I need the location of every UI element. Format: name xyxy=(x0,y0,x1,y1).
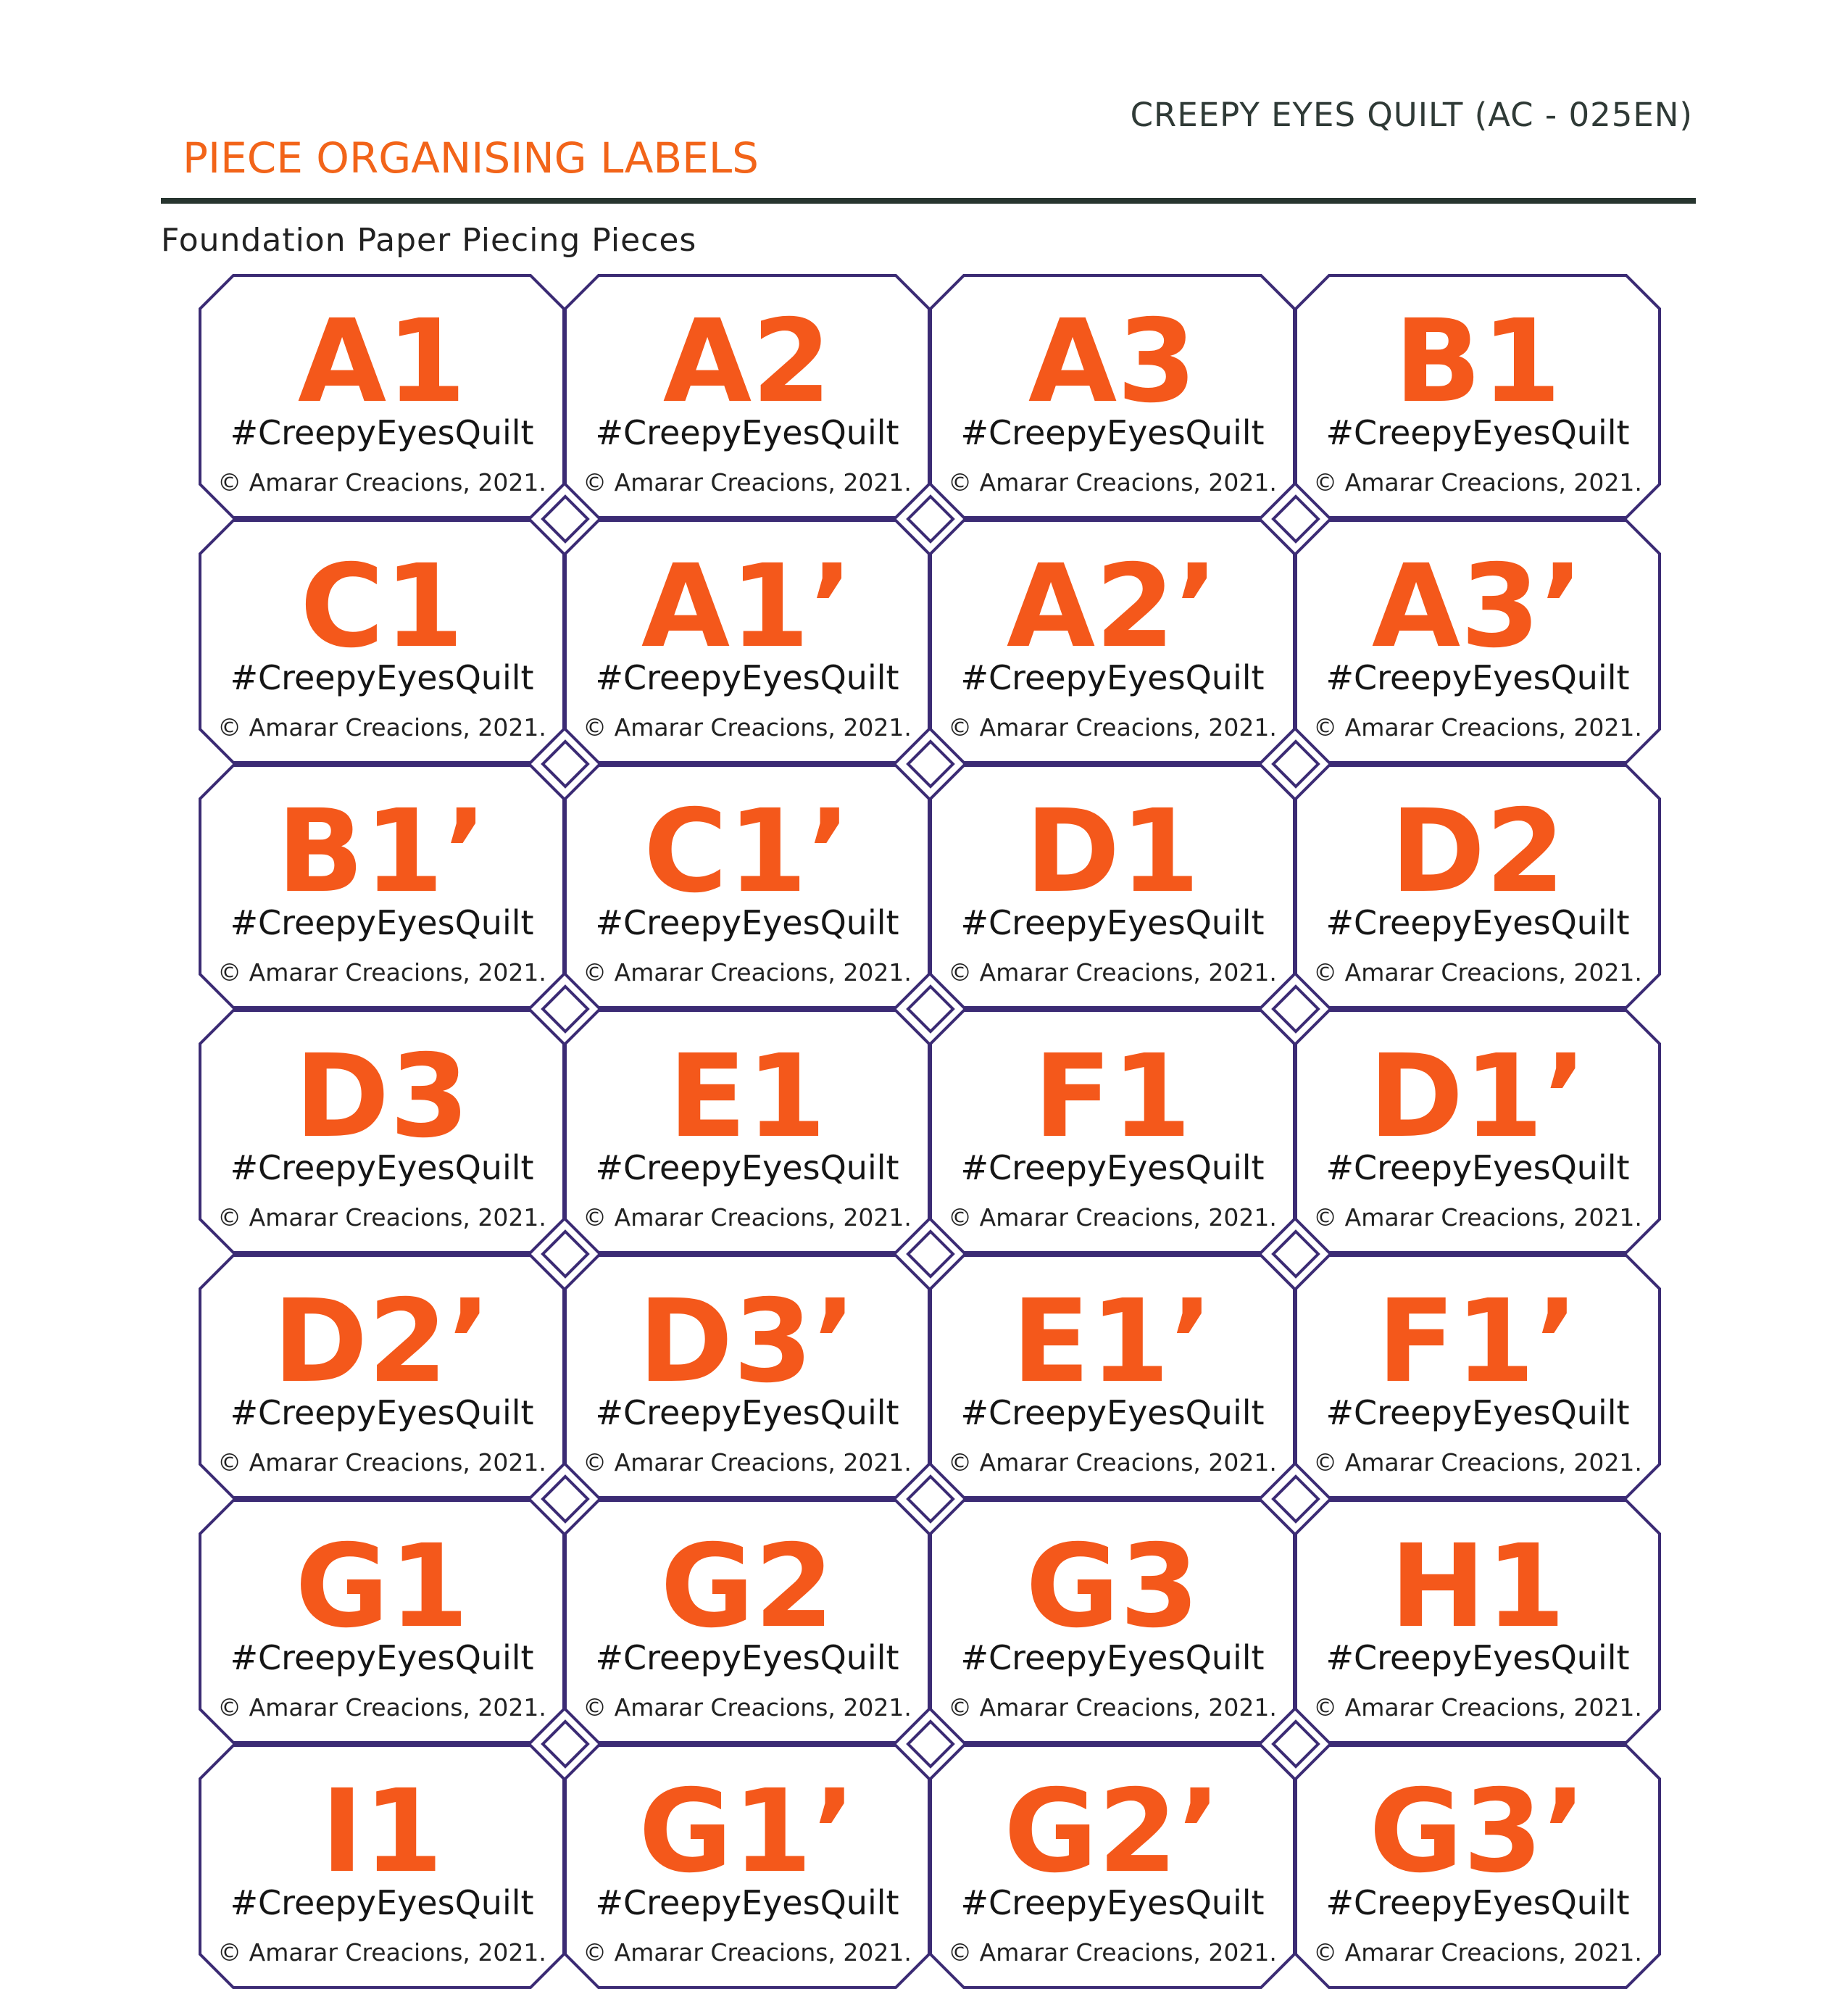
piece-code: A1’ xyxy=(641,540,854,673)
piece-label xyxy=(564,274,931,519)
copyright-notice: © Amarar Creacions, 2021. xyxy=(583,468,912,497)
copyright-notice: © Amarar Creacions, 2021. xyxy=(217,1938,546,1967)
corner-diamond xyxy=(1272,985,1320,1033)
copyright-notice: © Amarar Creacions, 2021. xyxy=(948,468,1277,497)
piece-label xyxy=(1294,764,1661,1009)
piece-label xyxy=(564,519,931,764)
piece-code: A2’ xyxy=(1006,540,1219,673)
piece-code: A1 xyxy=(297,295,467,428)
copyright-notice: © Amarar Creacions, 2021. xyxy=(948,958,1277,987)
quilt-hashtag: #CreepyEyesQuilt xyxy=(595,1148,899,1187)
quilt-hashtag: #CreepyEyesQuilt xyxy=(595,413,899,452)
piece-code: D2 xyxy=(1390,785,1565,918)
piece-code: G2’ xyxy=(1004,1765,1221,1898)
piece-label xyxy=(1294,1499,1661,1744)
piece-label xyxy=(929,1744,1296,1989)
corner-diamond xyxy=(541,1475,589,1523)
piece-label xyxy=(564,1499,931,1744)
piece-code: A3 xyxy=(1028,295,1197,428)
corner-diamond xyxy=(1272,1475,1320,1523)
copyright-notice: © Amarar Creacions, 2021. xyxy=(1313,1693,1642,1722)
piece-label xyxy=(929,519,1296,764)
piece-code: D3’ xyxy=(638,1275,857,1408)
piece-label xyxy=(929,1499,1296,1744)
piece-label xyxy=(1294,519,1661,764)
piece-code: D3 xyxy=(294,1030,470,1163)
copyright-notice: © Amarar Creacions, 2021. xyxy=(1313,1938,1642,1967)
piece-label xyxy=(199,1254,565,1499)
quilt-hashtag: #CreepyEyesQuilt xyxy=(595,1883,899,1922)
corner-diamond xyxy=(1272,740,1320,788)
piece-code: C1’ xyxy=(644,785,851,918)
piece-code: I1 xyxy=(320,1765,444,1898)
piece-code: A3’ xyxy=(1371,540,1584,673)
corner-diamond xyxy=(907,740,954,788)
piece-label xyxy=(929,1254,1296,1499)
copyright-notice: © Amarar Creacions, 2021. xyxy=(217,1693,546,1722)
corner-diamond xyxy=(541,985,589,1033)
quilt-hashtag: #CreepyEyesQuilt xyxy=(960,1148,1265,1187)
copyright-notice: © Amarar Creacions, 2021. xyxy=(217,958,546,987)
quilt-hashtag: #CreepyEyesQuilt xyxy=(960,1638,1265,1677)
piece-code: F1 xyxy=(1033,1030,1191,1163)
copyright-notice: © Amarar Creacions, 2021. xyxy=(1313,1203,1642,1232)
piece-label xyxy=(1294,1744,1661,1989)
piece-code: G3 xyxy=(1025,1520,1199,1653)
quilt-hashtag: #CreepyEyesQuilt xyxy=(230,1393,534,1432)
copyright-notice: © Amarar Creacions, 2021. xyxy=(948,1938,1277,1967)
piece-code: H1 xyxy=(1389,1520,1566,1653)
document-reference: CREEPY EYES QUILT (AC - 025EN) xyxy=(1130,96,1693,134)
quilt-hashtag: #CreepyEyesQuilt xyxy=(1325,1393,1630,1432)
copyright-notice: © Amarar Creacions, 2021. xyxy=(217,1203,546,1232)
copyright-notice: © Amarar Creacions, 2021. xyxy=(948,1448,1277,1477)
quilt-hashtag: #CreepyEyesQuilt xyxy=(595,1638,899,1677)
copyright-notice: © Amarar Creacions, 2021. xyxy=(217,713,546,742)
piece-label xyxy=(199,1744,565,1989)
piece-code: G2 xyxy=(660,1520,834,1653)
quilt-hashtag: #CreepyEyesQuilt xyxy=(595,1393,899,1432)
section-subtitle: Foundation Paper Piecing Pieces xyxy=(161,222,697,259)
quilt-hashtag: #CreepyEyesQuilt xyxy=(230,903,534,942)
copyright-notice: © Amarar Creacions, 2021. xyxy=(583,1448,912,1477)
corner-diamond xyxy=(541,1230,589,1278)
piece-label xyxy=(929,1009,1296,1254)
piece-label xyxy=(199,764,565,1009)
quilt-hashtag: #CreepyEyesQuilt xyxy=(595,658,899,697)
quilt-hashtag: #CreepyEyesQuilt xyxy=(1325,658,1630,697)
piece-label xyxy=(564,764,931,1009)
copyright-notice: © Amarar Creacions, 2021. xyxy=(583,1203,912,1232)
quilt-hashtag: #CreepyEyesQuilt xyxy=(1325,903,1630,942)
quilt-hashtag: #CreepyEyesQuilt xyxy=(230,1638,534,1677)
copyright-notice: © Amarar Creacions, 2021. xyxy=(1313,713,1642,742)
corner-diamond xyxy=(907,1720,954,1768)
piece-label xyxy=(1294,274,1661,519)
copyright-notice: © Amarar Creacions, 2021. xyxy=(948,1203,1277,1232)
corner-diamond xyxy=(541,1720,589,1768)
piece-code: D1’ xyxy=(1368,1030,1587,1163)
piece-label xyxy=(199,1499,565,1744)
piece-code: D2’ xyxy=(272,1275,491,1408)
quilt-hashtag: #CreepyEyesQuilt xyxy=(1325,1638,1630,1677)
piece-label xyxy=(199,274,565,519)
quilt-hashtag: #CreepyEyesQuilt xyxy=(1325,1883,1630,1922)
piece-label xyxy=(929,274,1296,519)
piece-code: C1 xyxy=(300,540,464,673)
quilt-hashtag: #CreepyEyesQuilt xyxy=(230,413,534,452)
corner-diamond xyxy=(1272,1230,1320,1278)
corner-diamond xyxy=(907,495,954,543)
copyright-notice: © Amarar Creacions, 2021. xyxy=(1313,1448,1642,1477)
quilt-hashtag: #CreepyEyesQuilt xyxy=(960,1883,1265,1922)
quilt-hashtag: #CreepyEyesQuilt xyxy=(1325,413,1630,452)
piece-code: B1’ xyxy=(276,785,488,918)
corner-diamond xyxy=(1272,1720,1320,1768)
corner-diamond xyxy=(907,1475,954,1523)
piece-label xyxy=(199,519,565,764)
copyright-notice: © Amarar Creacions, 2021. xyxy=(583,713,912,742)
copyright-notice: © Amarar Creacions, 2021. xyxy=(948,713,1277,742)
quilt-hashtag: #CreepyEyesQuilt xyxy=(230,658,534,697)
piece-label xyxy=(564,1009,931,1254)
piece-code: B1 xyxy=(1394,295,1562,428)
piece-code: G1 xyxy=(295,1520,469,1653)
page-title: PIECE ORGANISING LABELS xyxy=(183,133,759,183)
corner-diamond xyxy=(907,985,954,1033)
quilt-hashtag: #CreepyEyesQuilt xyxy=(230,1883,534,1922)
piece-code: D1 xyxy=(1025,785,1200,918)
copyright-notice: © Amarar Creacions, 2021. xyxy=(217,468,546,497)
corner-diamond xyxy=(541,495,589,543)
piece-label xyxy=(1294,1254,1661,1499)
piece-label xyxy=(199,1009,565,1254)
quilt-hashtag: #CreepyEyesQuilt xyxy=(960,1393,1265,1432)
piece-code: E1 xyxy=(668,1030,826,1163)
piece-label xyxy=(564,1254,931,1499)
quilt-hashtag: #CreepyEyesQuilt xyxy=(960,903,1265,942)
corner-diamond xyxy=(541,740,589,788)
quilt-hashtag: #CreepyEyesQuilt xyxy=(230,1148,534,1187)
copyright-notice: © Amarar Creacions, 2021. xyxy=(217,1448,546,1477)
piece-code: A2 xyxy=(662,295,832,428)
piece-code: G1’ xyxy=(638,1765,856,1898)
piece-label xyxy=(929,764,1296,1009)
piece-code: F1’ xyxy=(1377,1275,1578,1408)
piece-code: E1’ xyxy=(1012,1275,1213,1408)
copyright-notice: © Amarar Creacions, 2021. xyxy=(948,1693,1277,1722)
copyright-notice: © Amarar Creacions, 2021. xyxy=(583,1938,912,1967)
corner-diamond xyxy=(1272,495,1320,543)
piece-label xyxy=(564,1744,931,1989)
copyright-notice: © Amarar Creacions, 2021. xyxy=(1313,468,1642,497)
quilt-hashtag: #CreepyEyesQuilt xyxy=(960,658,1265,697)
quilt-hashtag: #CreepyEyesQuilt xyxy=(1325,1148,1630,1187)
corner-diamond xyxy=(907,1230,954,1278)
quilt-hashtag: #CreepyEyesQuilt xyxy=(595,903,899,942)
piece-label xyxy=(1294,1009,1661,1254)
copyright-notice: © Amarar Creacions, 2021. xyxy=(583,1693,912,1722)
copyright-notice: © Amarar Creacions, 2021. xyxy=(1313,958,1642,987)
piece-code: G3’ xyxy=(1369,1765,1586,1898)
copyright-notice: © Amarar Creacions, 2021. xyxy=(583,958,912,987)
quilt-hashtag: #CreepyEyesQuilt xyxy=(960,413,1265,452)
